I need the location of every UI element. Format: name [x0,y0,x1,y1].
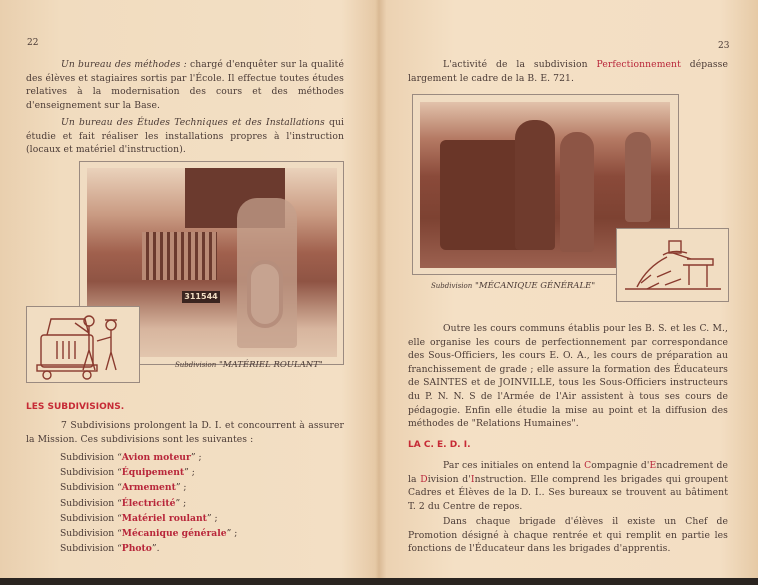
paragraph-cedi-brigades: Dans chaque brigade d'élèves il existe un Chef de Promotion désigné à chaque rentrée et qui remplit en partie les fonctions de l'Éducateur dans les brigades d'apprentis. [408,516,728,555]
scan-bottom-edge [0,578,758,585]
section-heading-subdivisions: LES SUBDIVISIONS. [26,402,125,412]
worker-figure [515,120,555,250]
paragraph-subdivisions: 7 Subdivisions prolongent la D. I. et concourrent à assurer la Mission. Ces subdivisions sont les suivantes : [26,420,344,445]
worker-figure [625,132,651,222]
list-item: Subdivision “Armement” ; [60,482,187,494]
right-page [381,0,758,578]
list-item: Subdivision “Équipement” ; [60,467,195,479]
section-heading-cedi: LA C. E. D. I. [408,440,471,450]
highlight-term: Perfectionnement [596,59,681,70]
paragraph-cedi-definition: Par ces initiales on entend la Compagnie d'Encadrement de la Division d'Instruction. Elle comprend les brigades qui groupent Cadres et Élèves de la D. I.. Ses bureaux se trouvent au bâtiment T. 2 du Centre de repos. [408,460,728,512]
paragraph-perfectionnement: L'activité de la subdivision Perfectionnement dépasse largement le cadre de la B. E. 721. [408,59,728,84]
mechanics-jeep-cartoon [26,306,140,383]
page-number: 22 [27,38,39,48]
license-plate: 311544 [182,291,220,303]
worker-figure [560,132,594,252]
italic-term: Un bureau des Études Techniques et des Installations [61,117,325,128]
list-item: Subdivision “Électricité” ; [60,497,187,509]
list-item: Subdivision “Avion moteur” ; [60,452,202,463]
cartoon-drawing-icon [617,229,728,301]
cartoon-drawing-icon [27,307,139,382]
page-number: 23 [718,41,730,51]
caption-title: "MÉCANIQUE GÉNÉRALE" [474,281,596,291]
subdivisions-list [60,450,237,556]
photo-caption: Subdivision "MÉCANIQUE GÉNÉRALE" [431,281,596,291]
mechanic-figure [237,198,297,348]
list-item: Subdivision “Mécanique générale” ; [60,528,238,540]
list-item: Subdivision “Matériel roulant” ; [60,512,218,524]
photo-caption: Subdivision "MATÉRIEL ROULANT" [175,360,323,370]
paragraph-outre: Outre les cours communs établis pour les B. S. et les C. M., elle organise les cours de perfectionnement par correspondance des Sous-Officiers, les cours E. O. A., les cours de préparation au franchissement de grade ; elle assure la formation des Éducateurs de SAINTES et de JOINVILLE, tous les Sous-Officiers instructeurs du P. N. N. S de l'Armée de l'Air assistent à tous ses cours de pédagogie. Enfin elle étudie la mise au point et la diffusion des méthodes de "Relations Humaines". [408,323,728,430]
paragraph-bureau-methodes: Un bureau des méthodes : chargé d'enquêter sur la qualité des élèves et stagiaires sortis par l'École. Il effectue toutes études relatives à la modernisation des cours et des méthodes d'enseignement sur la Base. [26,59,344,111]
italic-term: Un bureau des méthodes : [61,59,187,70]
list-item: Subdivision “Photo”. [60,543,160,555]
paragraph-bureau-etudes: Un bureau des Études Techniques et des Installations qui étudie et fait réaliser les installations propres à l'instruction (locaux et matériel d'instruction). [26,117,344,156]
jeep-grille [142,232,217,280]
caption-title: "MATÉRIEL ROULANT" [218,360,323,370]
mechanic-under-bench-cartoon [616,228,729,302]
left-page [0,0,380,578]
